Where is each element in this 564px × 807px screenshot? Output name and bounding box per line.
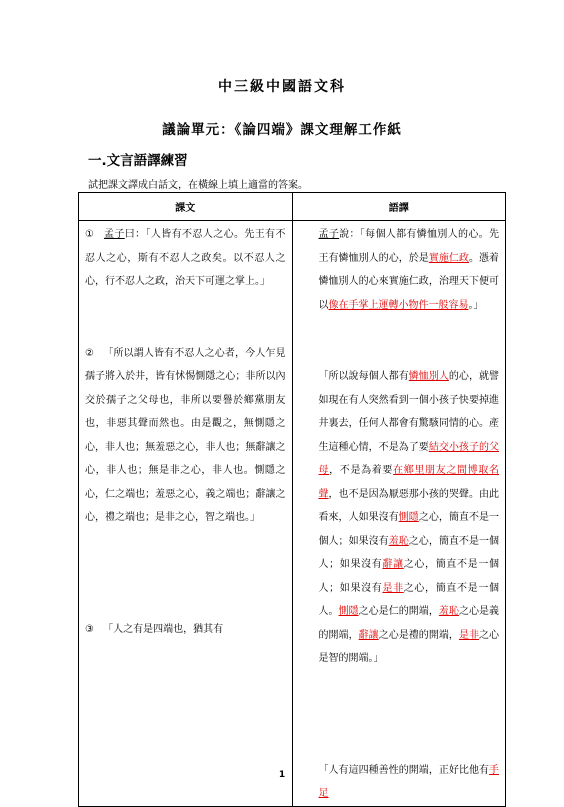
translation-text: 之心是仁的開端， [358,606,439,617]
header-original-text: 課文 [79,193,293,221]
translation-text: 之心，簡直不是一個人；如果沒有 [318,559,499,594]
translation-text: ，也不是因為厭惡那小孩的哭聲。由此看來，人如果沒有 [318,488,500,523]
answer-blank: 惻隱 [338,606,359,617]
answer-blank: 辭讓 [382,559,404,570]
answer-blank: 實施仁政 [428,252,469,264]
passage-text: 曰：「人皆有不忍人之心。先王有不忍人之心，斯有不忍人之政矣。以不忍人之心，行不忍人之政，治天下可運之掌上。」 [85,229,286,287]
translation-text: 「所以說每個人都有 [318,371,409,382]
translation-passage-1 [299,223,500,317]
item-number: ② [85,347,95,359]
answer-blank: 羞恥 [438,606,459,617]
item-number: ③ [85,623,94,635]
header-translation: 語譯 [292,193,506,221]
original-passage-3 [85,618,286,642]
passage-text: 「人之有是四端也，猶其有 [103,623,224,635]
translation-passage-3 [299,759,500,806]
answer-blank: 是非 [458,629,479,641]
translation-passage-2 [299,365,500,671]
translation-text: 。憑着憐恤別人的心來實施仁政，治理天下便可以 [318,252,500,311]
table-header-row [79,193,506,221]
answer-blank: 是非 [382,582,404,594]
mencius-name: 孟子 [103,229,125,240]
instruction-text: 試把課文譯成白話文，在橫線上填上適當的答案。 [88,180,308,191]
answer-blank: 手足 [318,764,499,799]
original-passage-2 [85,342,286,530]
section-heading: 一.文言語譯練習 [88,153,188,169]
translation-text: 「人有這四種善性的開端，正好比他有 [318,764,489,776]
translation-text: 之心，簡直不是一個人；如果沒有 [318,535,500,570]
original-passage-1 [85,223,286,294]
translation-text: 之心，簡直不是一個人。 [318,582,499,617]
answer-blank: 羞恥 [388,535,409,547]
item-number: ① [85,229,95,240]
translation-text: ，不是為着要 [329,465,394,476]
original-cell [79,221,293,807]
translation-text: 說：「每個人都有憐恤別人的心。先王有憐恤別人的心，於是 [318,229,500,264]
translation-text: 。」 [468,299,484,311]
translation-text: 之心是智的開端。」 [318,629,500,664]
answer-blank: 憐恤別人 [408,371,449,382]
answer-blank: 在鄉里朋友之間博取名聲 [318,465,499,500]
document-subtitle: 議論單元：《論四端》課文理解工作紙 [162,122,402,138]
translation-table [78,192,506,807]
translation-text: 之心是禮的開端， [378,629,459,641]
page-number: 1 [278,770,286,780]
translation-text: 之心是義的開端， [318,606,500,641]
translation-cell [292,221,506,807]
answer-blank: 辭讓 [358,629,379,641]
answer-blank: 結交小孩子的父母 [318,441,500,476]
document-title: 中三級中國語文科 [218,79,346,95]
translation-text: 的心，就譬如現在有人突然看到一個小孩子快要掉進井裏去，任何人都會有驚駭同情的心。產生這種心情，不是為了要 [318,371,500,453]
passage-text: 「所以謂人皆有不忍人之心者，今人乍見孺子將入於井，皆有怵惕惻隱之心；非所以內交於孺子之父母也，非所以要譽於鄉黨朋友也，非惡其聲而然也。由是觀之，無惻隱之心，非人也；無羞惡之心，非人也；無辭讓之心，非人也；無是非之心，非人也。惻隱之心，仁之端也；羞惡之心，義之端也；辭讓之心，禮之端也；是非之心，智之端也。」 [85,347,286,523]
answer-blank: 像在手掌上運轉小物件一般容易 [328,299,469,311]
mencius-name: 孟子 [318,229,340,240]
table-row [79,221,506,807]
translation-text: 之心，簡直不是一個人；如果沒有 [318,512,500,547]
answer-blank: 惻隱 [398,512,419,523]
